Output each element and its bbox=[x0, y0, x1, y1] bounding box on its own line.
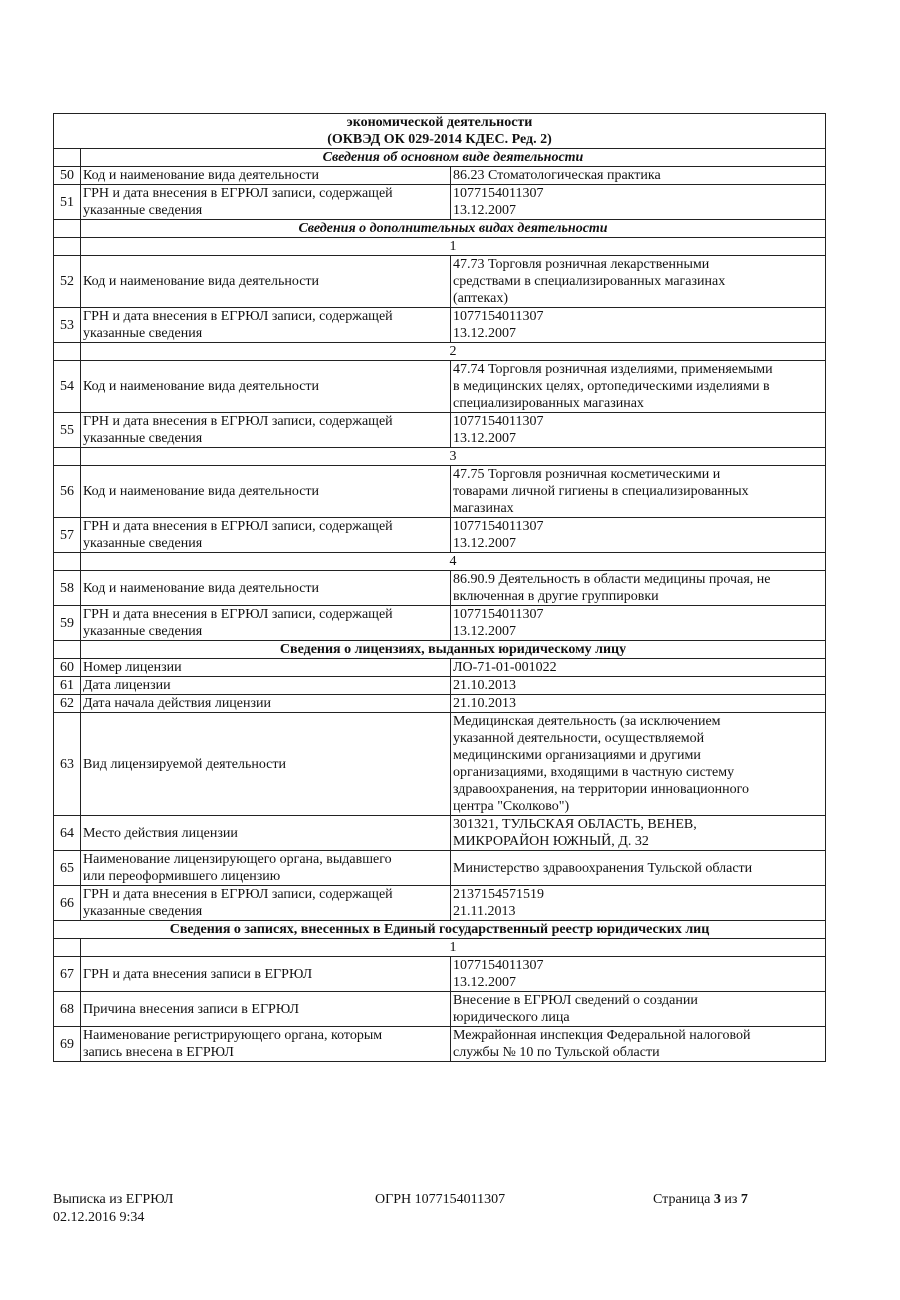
group-index-row bbox=[54, 939, 826, 957]
row-number: 69 bbox=[54, 1027, 81, 1062]
table-row bbox=[54, 957, 826, 992]
row-value: 1077154011307 13.12.2007 bbox=[451, 308, 826, 343]
row-value: Министерство здравоохранения Тульской области bbox=[451, 851, 826, 886]
row-label: Код и наименование вида деятельности bbox=[81, 167, 451, 185]
table-row bbox=[54, 713, 826, 816]
row-label: ГРН и дата внесения в ЕГРЮЛ записи, содержащей указанные сведения bbox=[81, 518, 451, 553]
row-value: 1077154011307 13.12.2007 bbox=[451, 518, 826, 553]
section-additional-activities: Сведения о дополнительных видах деятельности bbox=[81, 220, 826, 238]
row-value: 1077154011307 13.12.2007 bbox=[451, 957, 826, 992]
section-records: Сведения о записях, внесенных в Единый государственный реестр юридических лиц bbox=[54, 921, 826, 939]
row-value: 1077154011307 13.12.2007 bbox=[451, 413, 826, 448]
table-row bbox=[54, 308, 826, 343]
row-label: Наименование лицензирующего органа, выдавшего или переоформившего лицензию bbox=[81, 851, 451, 886]
group-index-row bbox=[54, 238, 826, 256]
table-row bbox=[54, 361, 826, 413]
row-value: ЛО-71-01-001022 bbox=[451, 659, 826, 677]
table-row bbox=[54, 695, 826, 713]
row-number: 66 bbox=[54, 886, 81, 921]
table-row bbox=[54, 256, 826, 308]
footer-page-total: 7 bbox=[740, 1192, 748, 1207]
table-row bbox=[54, 677, 826, 695]
footer-page-word: Страница bbox=[653, 1192, 711, 1207]
row-number: 61 bbox=[54, 677, 81, 695]
table-row bbox=[54, 413, 826, 448]
section-header-row bbox=[54, 149, 826, 167]
row-value: 21.10.2013 bbox=[451, 695, 826, 713]
row-label: ГРН и дата внесения в ЕГРЮЛ записи, содержащей указанные сведения bbox=[81, 185, 451, 220]
table-row bbox=[54, 659, 826, 677]
row-label: ГРН и дата внесения записи в ЕГРЮЛ bbox=[81, 957, 451, 992]
row-number: 58 bbox=[54, 571, 81, 606]
table-row bbox=[54, 816, 826, 851]
table-row bbox=[54, 851, 826, 886]
row-label: Код и наименование вида деятельности bbox=[81, 466, 451, 518]
row-value: 47.73 Торговля розничная лекарственными средствами в специализированных магазинах (аптеках) bbox=[451, 256, 826, 308]
row-label: Номер лицензии bbox=[81, 659, 451, 677]
row-label: Код и наименование вида деятельности bbox=[81, 571, 451, 606]
section-header-row bbox=[54, 921, 826, 939]
row-value: 47.75 Торговля розничная косметическими и товарами личной гигиены в специализированных магазинах bbox=[451, 466, 826, 518]
row-label: ГРН и дата внесения в ЕГРЮЛ записи, содержащей указанные сведения bbox=[81, 886, 451, 921]
row-label: Наименование регистрирующего органа, которым запись внесена в ЕГРЮЛ bbox=[81, 1027, 451, 1062]
row-number: 59 bbox=[54, 606, 81, 641]
row-number: 62 bbox=[54, 695, 81, 713]
row-number: 64 bbox=[54, 816, 81, 851]
section-header-row bbox=[54, 220, 826, 238]
group-index-row bbox=[54, 343, 826, 361]
group-index-row bbox=[54, 553, 826, 571]
group-index: 1 bbox=[81, 939, 826, 957]
row-label: Причина внесения записи в ЕГРЮЛ bbox=[81, 992, 451, 1027]
table-row bbox=[54, 518, 826, 553]
row-number: 51 bbox=[54, 185, 81, 220]
row-value: 2137154571519 21.11.2013 bbox=[451, 886, 826, 921]
table-row bbox=[54, 606, 826, 641]
row-number: 54 bbox=[54, 361, 81, 413]
footer-ogrn: ОГРН 1077154011307 bbox=[375, 1192, 506, 1207]
footer-page-of: из bbox=[724, 1192, 738, 1207]
row-label: Дата лицензии bbox=[81, 677, 451, 695]
section-main-activity: Сведения об основном виде деятельности bbox=[81, 149, 826, 167]
row-value: 86.23 Стоматологическая практика bbox=[451, 167, 826, 185]
row-label: Место действия лицензии bbox=[81, 816, 451, 851]
footer-extract-label: Выписка из ЕГРЮЛ bbox=[53, 1192, 174, 1207]
table-title-row bbox=[54, 114, 826, 149]
row-number: 57 bbox=[54, 518, 81, 553]
row-number: 53 bbox=[54, 308, 81, 343]
row-label: Вид лицензируемой деятельности bbox=[81, 713, 451, 816]
row-value: Внесение в ЕГРЮЛ сведений о создании юридического лица bbox=[451, 992, 826, 1027]
footer-page-counter bbox=[653, 1191, 748, 1209]
row-number: 65 bbox=[54, 851, 81, 886]
table-row bbox=[54, 185, 826, 220]
table-title-line1: экономической деятельности bbox=[346, 115, 533, 130]
row-label: ГРН и дата внесения в ЕГРЮЛ записи, содержащей указанные сведения bbox=[81, 308, 451, 343]
group-index: 4 bbox=[81, 553, 826, 571]
row-value: 1077154011307 13.12.2007 bbox=[451, 606, 826, 641]
row-value: Межрайонная инспекция Федеральной налоговой службы № 10 по Тульской области bbox=[451, 1027, 826, 1062]
group-index: 1 bbox=[81, 238, 826, 256]
row-number: 63 bbox=[54, 713, 81, 816]
row-number: 55 bbox=[54, 413, 81, 448]
table-row bbox=[54, 886, 826, 921]
table-row bbox=[54, 466, 826, 518]
row-value: 1077154011307 13.12.2007 bbox=[451, 185, 826, 220]
table-title-line2: (ОКВЭД ОК 029-2014 КДЕС. Ред. 2) bbox=[327, 132, 552, 147]
group-index: 2 bbox=[81, 343, 826, 361]
row-label: ГРН и дата внесения в ЕГРЮЛ записи, содержащей указанные сведения bbox=[81, 606, 451, 641]
row-number: 52 bbox=[54, 256, 81, 308]
egrul-table bbox=[53, 113, 826, 1062]
row-number: 50 bbox=[54, 167, 81, 185]
footer-extract-datetime: 02.12.2016 9:34 bbox=[53, 1210, 145, 1225]
group-index-row bbox=[54, 448, 826, 466]
row-number: 67 bbox=[54, 957, 81, 992]
table-row bbox=[54, 1027, 826, 1062]
row-value: 86.90.9 Деятельность в области медицины прочая, не включенная в другие группировки bbox=[451, 571, 826, 606]
row-value: 47.74 Торговля розничная изделиями, применяемыми в медицинских целях, ортопедическими изделиями в специализированных магазинах bbox=[451, 361, 826, 413]
footer-extract-info bbox=[53, 1191, 173, 1227]
footer-page-current: 3 bbox=[713, 1192, 721, 1207]
table-row bbox=[54, 992, 826, 1027]
row-number: 60 bbox=[54, 659, 81, 677]
row-value: Медицинская деятельность (за исключением указанной деятельности, осуществляемой медицинскими организациями и другими организациями, входящими в частную систему здравоохранения, на территории инновационного центра "Сколково") bbox=[451, 713, 826, 816]
table-row bbox=[54, 167, 826, 185]
row-label: ГРН и дата внесения в ЕГРЮЛ записи, содержащей указанные сведения bbox=[81, 413, 451, 448]
row-value: 21.10.2013 bbox=[451, 677, 826, 695]
row-label: Код и наименование вида деятельности bbox=[81, 361, 451, 413]
group-index: 3 bbox=[81, 448, 826, 466]
table-row bbox=[54, 571, 826, 606]
section-header-row bbox=[54, 641, 826, 659]
section-licenses: Сведения о лицензиях, выданных юридическому лицу bbox=[81, 641, 826, 659]
row-label: Дата начала действия лицензии bbox=[81, 695, 451, 713]
row-value: 301321, ТУЛЬСКАЯ ОБЛАСТЬ, ВЕНЕВ, МИКРОРАЙОН ЮЖНЫЙ, Д. 32 bbox=[451, 816, 826, 851]
row-label: Код и наименование вида деятельности bbox=[81, 256, 451, 308]
row-number: 56 bbox=[54, 466, 81, 518]
row-number: 68 bbox=[54, 992, 81, 1027]
